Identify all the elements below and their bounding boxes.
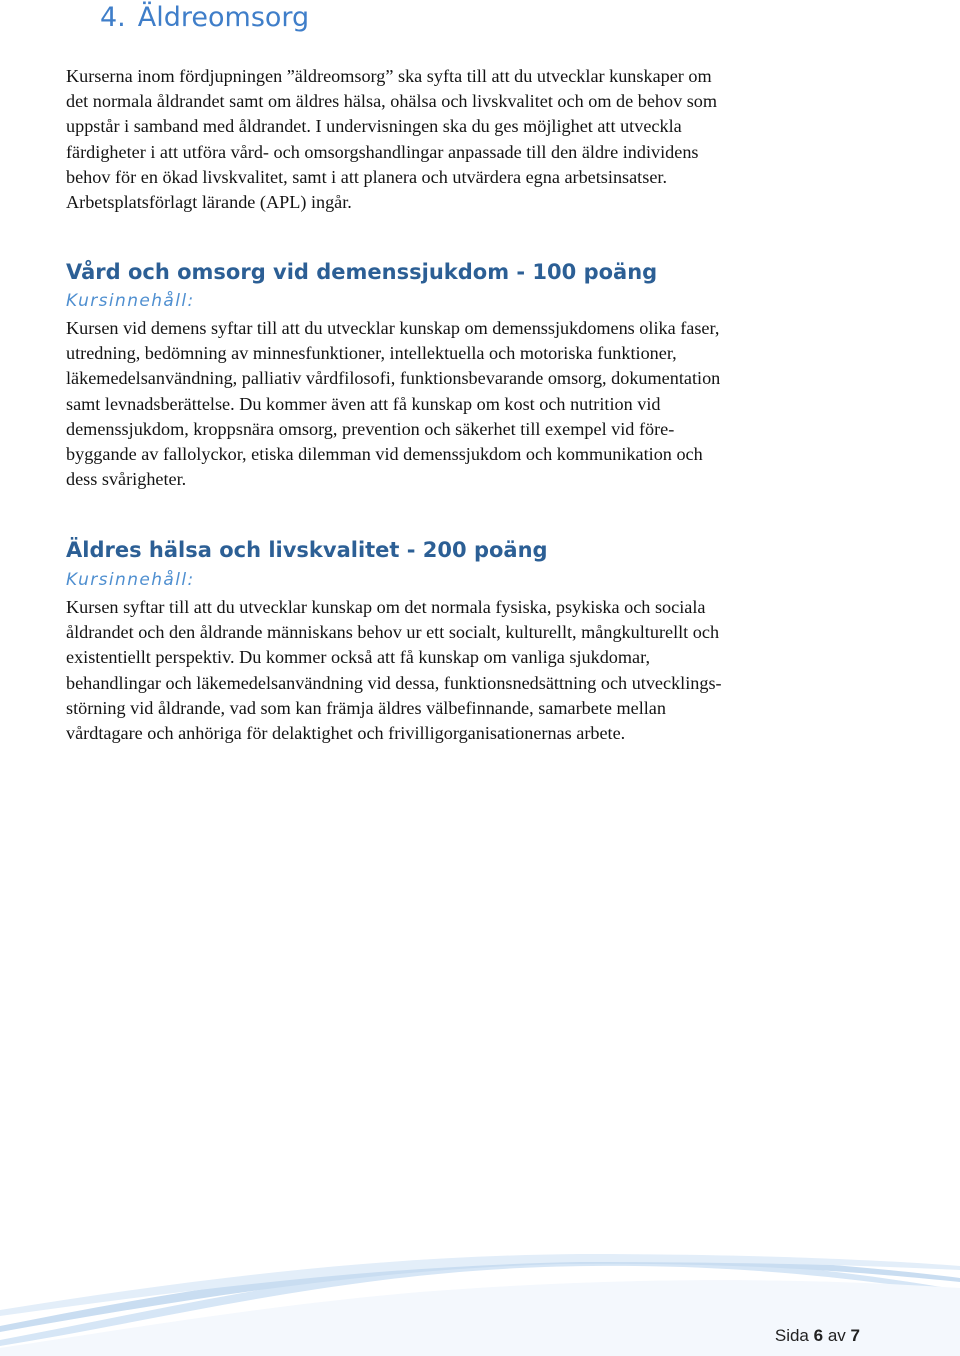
intro-line: det normala åldrandet samt om äldres hälsa, ohälsa och livskvalitet och om de behov som [66, 91, 718, 112]
description-line: existentiellt perspektiv. Du kommer också att få kunskap om vanliga sjukdomar, [66, 647, 650, 668]
description-line: störning vid åldrande, vad som kan främja äldres välbefinnande, samarbete mellan [66, 697, 666, 718]
intro-line: Arbetsplatsförlagt lärande (APL) ingår. [66, 192, 352, 213]
description-line: dess svårigheter. [66, 469, 187, 490]
description-line: demenssjukdom, kroppsnära omsorg, prevention och säkerhet till exempel vid före- [66, 418, 675, 439]
page-label: Sida [774, 1326, 809, 1345]
course-title-dementia: Vård och omsorg vid demenssjukdom - 100 poäng [66, 260, 658, 284]
intro-paragraph [66, 64, 866, 215]
chapter-title: Äldreomsorg [137, 2, 310, 33]
description-line: byggande av fallolyckor, etiska dilemman vid demenssjukdom och kommunikation och [66, 444, 703, 465]
description-line: samt levnadsberättelse. Du kommer även att få kunskap om kost och nutrition vid [66, 393, 661, 414]
chapter-heading [100, 0, 309, 36]
description-line: läkemedelsanvändning, palliativ vårdfilosofi, funktionsbevarande omsorg, dokumentation [66, 368, 721, 389]
course-content-label: Kursinnehåll: [66, 291, 195, 311]
description-line: utredning, bedömning av minnesfunktioner, intellektuella och motoriska funktioner, [66, 343, 677, 364]
course-title-elderly-health: Äldres hälsa och livskvalitet - 200 poäng [66, 538, 548, 562]
description-line: Kursen vid demens syftar till att du utvecklar kunskap om demenssjukdomens olika faser, [66, 318, 720, 338]
page-separator: av [827, 1326, 846, 1345]
intro-line: Kurserna inom fördjupningen ”äldreomsorg” ska syfta till att du utvecklar kunskaper om [66, 66, 712, 86]
description-line: behandlingar och läkemedelsanvändning vid dessa, funktionsnedsättning och utvecklings- [66, 672, 722, 693]
chapter-number: 4. [100, 2, 126, 33]
description-line: vårdtagare och anhöriga för delaktighet och frivilligorganisationernas arbete. [66, 723, 626, 744]
description-line: Kursen syftar till att du utvecklar kunskap om det normala fysiska, psykiska och sociala [66, 597, 706, 617]
course-description-elderly-health [66, 595, 866, 746]
intro-line: uppstår i samband med åldrandet. I undervisningen ska du ges möjlighet att utveckla [66, 116, 682, 137]
description-line: åldrandet och den åldrande människans behov ur ett socialt, kulturellt, mångkulturellt och [66, 622, 720, 643]
intro-line: behov för en ökad livskvalitet, samt i att planera och utvärdera egna arbetsinsatser. [66, 166, 667, 187]
page-number-footer [775, 1325, 860, 1347]
intro-line: färdigheter i att utföra vård- och omsorgshandlingar anpassade till den äldre individens [66, 141, 699, 162]
course-description-dementia [66, 316, 866, 492]
current-page-number: 6 [813, 1326, 824, 1345]
course-content-label: Kursinnehåll: [66, 570, 195, 590]
total-page-number: 7 [850, 1326, 860, 1345]
